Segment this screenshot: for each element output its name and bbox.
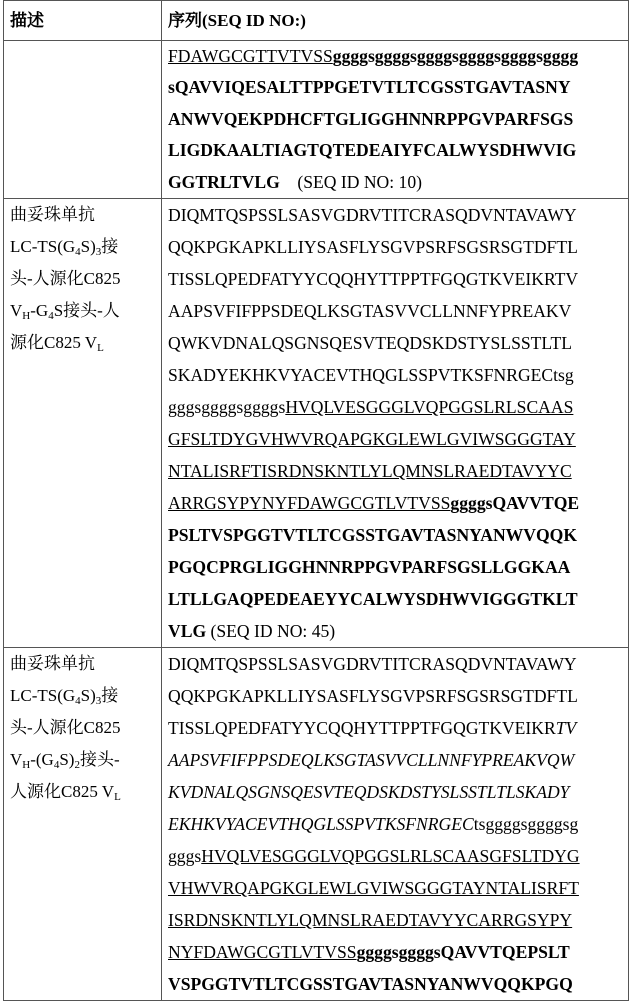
sequence-line: [168, 199, 624, 231]
sequence-line: [168, 808, 624, 840]
sequence-line: [168, 712, 624, 744]
sequence-line: [168, 583, 624, 615]
sequence-line: [168, 487, 624, 519]
description-line: [10, 776, 157, 808]
sequence-segment: LIGDKAALTIAGTQTEDEAIYFCALWYSDHWVIG: [168, 140, 576, 160]
sequence-cell: [162, 647, 629, 1000]
description-segment: S接头-人: [54, 301, 120, 320]
description-line: [10, 263, 157, 295]
description-segment: LC-TS(G: [10, 686, 75, 705]
sequence-segment: QQKPGKAPKLLIYSASFLYSGVPSRFSGSRSGTDFTL: [168, 237, 578, 257]
sequence-segment: gggsggggsggggs: [168, 397, 285, 417]
sequence-segment: NYFDAWGCGTLVTVSS: [168, 942, 357, 962]
description-segment: 头-人源化C825: [10, 269, 121, 288]
sequence-segment: QQKPGKAPKLLIYSASFLYSGVPSRFSGSRSGTDFTL: [168, 686, 578, 706]
sequence-line: [168, 936, 624, 968]
description-segment: 4: [75, 695, 81, 707]
sequence-table: [3, 0, 629, 1001]
description-segment: 曲妥珠单抗: [10, 654, 95, 673]
description-segment: S): [81, 237, 96, 256]
header-sequence: 序列(SEQ ID NO:): [162, 1, 629, 41]
table-body: [4, 41, 629, 1001]
sequence-line: [168, 359, 624, 391]
sequence-segment: HVQLVESGGGLVQPGGSLRLSCAASGFSLTDYG: [201, 846, 579, 866]
sequence-segment: (SEQ ID NO: 10): [280, 172, 422, 192]
sequence-line: [168, 104, 624, 135]
sequence-segment: NTALISRFTISRDNSKNTLYLQMNSLRAEDTAVYYC: [168, 461, 572, 481]
sequence-line: [168, 968, 624, 1000]
description-line: [10, 744, 157, 776]
description-line: [10, 327, 157, 359]
sequence-line: [168, 519, 624, 551]
description-segment: 源化C825 V: [10, 333, 97, 352]
sequence-segment: LTLLGAQPEDEAEYYCALWYSDHWVIGGGTKLT: [168, 589, 578, 609]
description-segment: -(G: [30, 750, 54, 769]
sequence-segment: GGTRLTVLG: [168, 172, 280, 192]
sequence-segment: ISRDNSKNTLYLQMNSLRAEDTAVYYCARRGSYPY: [168, 910, 572, 930]
sequence-line: [168, 263, 624, 295]
sequence-line: [168, 135, 624, 166]
sequence-segment: SKADYEKHKVYACEVTHQGLSSPVTKSFNRGEC: [168, 365, 553, 385]
sequence-line: [168, 423, 624, 455]
description-segment: 接: [101, 237, 118, 256]
description-segment: 曲妥珠单抗: [10, 205, 95, 224]
description-segment: 接: [101, 686, 118, 705]
description-line: [10, 295, 157, 327]
description-segment: V: [10, 750, 22, 769]
description-segment: 3: [96, 246, 102, 258]
sequence-line: [168, 72, 624, 103]
description-cell: [4, 198, 162, 647]
sequence-cell: [162, 198, 629, 647]
description-line: [10, 231, 157, 263]
sequence-segment: VHWVRQAPGKGLEWLGVIWSGGGTAYNTALISRFT: [168, 878, 579, 898]
description-cell: [4, 647, 162, 1000]
sequence-line: [168, 776, 624, 808]
table-row: [4, 41, 629, 199]
sequence-line: [168, 904, 624, 936]
sequence-segment: AAPSVFIFPPSDEQLKSGTASVVCLLNNFYPREAKVQW: [168, 750, 574, 770]
sequence-segment: HVQLVESGGGLVQPGGSLRLSCAAS: [285, 397, 573, 417]
sequence-segment: TISSLQPEDFATYYCQQHYTTPPTFGQGTKVEIKR: [168, 718, 556, 738]
sequence-segment: TV: [556, 718, 577, 738]
sequence-line: [168, 41, 624, 72]
sequence-segment: PGQCPRGLIGGHNNRPPGVPARFSGSLLGGKAA: [168, 557, 570, 577]
description-segment: L: [97, 342, 104, 354]
sequence-line: [168, 872, 624, 904]
sequence-segment: gggs: [168, 846, 201, 866]
sequence-segment: VLG: [168, 621, 206, 641]
sequence-line: [168, 744, 624, 776]
description-segment: LC-TS(G: [10, 237, 75, 256]
description-segment: H: [22, 310, 30, 322]
description-segment: 4: [54, 759, 60, 771]
sequence-segment: DIQMTQSPSSLSASVGDRVTITCRASQDVNTAVAWY: [168, 205, 577, 225]
description-segment: 3: [96, 695, 102, 707]
description-segment: H: [22, 759, 30, 771]
header-description: 描述: [4, 1, 162, 41]
sequence-line: [168, 648, 624, 680]
description-segment: S): [59, 750, 74, 769]
sequence-segment: FDAWGCGTTVTVSS: [168, 46, 333, 66]
table-header-row: [4, 1, 629, 41]
table-row: [4, 647, 629, 1000]
sequence-line: [168, 231, 624, 263]
sequence-line: [168, 327, 624, 359]
description-segment: 4: [75, 246, 81, 258]
description-segment: 4: [48, 310, 54, 322]
description-segment: S): [81, 686, 96, 705]
sequence-segment: EKHKVYACEVTHQGLSSPVTKSFNRGEC: [168, 814, 474, 834]
description-line: [10, 680, 157, 712]
description-line: [10, 199, 157, 231]
sequence-line: [168, 167, 624, 198]
sequence-line: [168, 551, 624, 583]
description-segment: 头-人源化C825: [10, 718, 121, 737]
sequence-segment: tsg: [553, 365, 574, 385]
table-row: [4, 198, 629, 647]
description-segment: 人源化C825 V: [10, 782, 114, 801]
sequence-line: [168, 455, 624, 487]
sequence-line: [168, 295, 624, 327]
sequence-line: [168, 391, 624, 423]
sequence-segment: sQAVVIQESALTTPPGETVTLTCGSSTGAVTASNY: [168, 77, 571, 97]
sequence-segment: VSPGGTVTLTCGSSTGAVTASNYANWVQQKPGQ: [168, 974, 573, 994]
sequence-segment: PSLTVSPGGTVTLTCGSSTGAVTASNYANWVQQK: [168, 525, 577, 545]
sequence-segment: QWKVDNALQSGNSQESVTEQDSKDSTYSLSSTLTL: [168, 333, 572, 353]
sequence-line: [168, 615, 624, 647]
description-segment: 2: [74, 759, 80, 771]
description-line: [10, 712, 157, 744]
sequence-segment: (SEQ ID NO: 45): [206, 621, 335, 641]
description-segment: -G: [30, 301, 48, 320]
sequence-segment: ggggsggggsggggsggggsggggsgggg: [333, 46, 578, 66]
sequence-segment: GFSLTDYGVHWVRQAPGKGLEWLGVIWSGGGTAY: [168, 429, 576, 449]
description-segment: V: [10, 301, 22, 320]
sequence-segment: TISSLQPEDFATYYCQQHYTTPPTFGQGTKVEIKRTV: [168, 269, 578, 289]
sequence-segment: ggggsggggsQAVVTQEPSLT: [357, 942, 570, 962]
sequence-segment: DIQMTQSPSSLSASVGDRVTITCRASQDVNTAVAWY: [168, 654, 577, 674]
sequence-segment: KVDNALQSGNSQESVTEQDSKDSTYSLSSTLTLSKADY: [168, 782, 569, 802]
sequence-segment: ANWVQEKPDHCFTGLIGGHNNRPPGVPARFSGS: [168, 109, 573, 129]
description-segment: L: [114, 791, 121, 803]
sequence-segment: AAPSVFIFPPSDEQLKSGTASVVCLLNNFYPREAKV: [168, 301, 571, 321]
sequence-cell: [162, 41, 629, 199]
sequence-segment: tsggggsggggsg: [474, 814, 579, 834]
description-segment: 接头-: [80, 750, 120, 769]
sequence-line: [168, 840, 624, 872]
sequence-segment: ARRGSYPYNYFDAWGCGTLVTVSS: [168, 493, 450, 513]
sequence-line: [168, 680, 624, 712]
description-cell: [4, 41, 162, 199]
description-line: [10, 648, 157, 680]
sequence-segment: ggggsQAVVTQE: [450, 493, 579, 513]
